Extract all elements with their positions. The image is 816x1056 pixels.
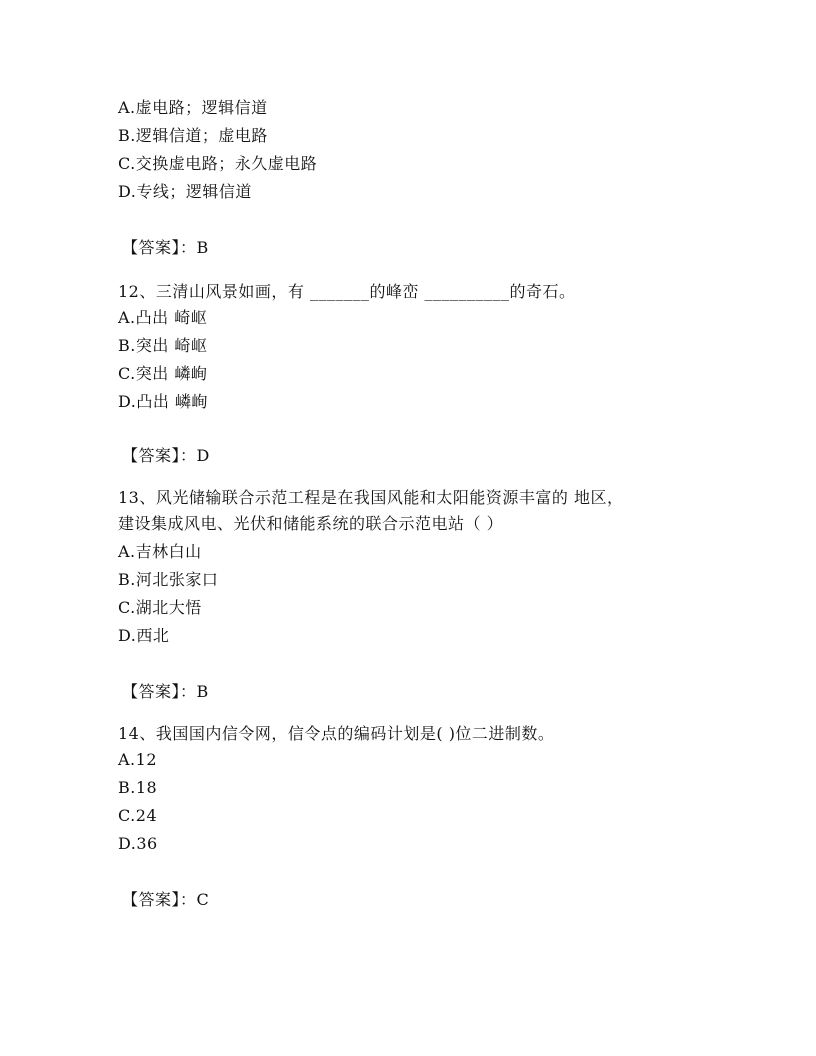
q13-option-d: D.西北 [118,626,170,645]
q13-answer: 【答案】：B [122,682,209,701]
q13-option-c: C.湖北大悟 [118,598,202,617]
q13-stem-line1: 13、风光储输联合示范工程是在我国风能和太阳能资源丰富的 地区， [118,488,624,507]
q12-option-b: B.突出 崎岖 [118,336,208,355]
q14-option-b: B.18 [118,778,158,797]
q13-option-a: A.吉林白山 [118,542,202,561]
q12-stem: 12、三清山风景如画，有 _______的峰峦 __________的奇石。 [118,282,576,301]
q14-stem: 14、我国国内信令网，信令点的编码计划是( )位二进制数。 [118,724,555,743]
q11-option-a: A.虚电路；逻辑信道 [118,98,268,117]
q13-stem-line2: 建设集成风电、光伏和储能系统的联合示范电站（ ） [118,514,504,533]
q11-option-c: C.交换虚电路；永久虚电路 [118,154,318,173]
q11-option-b: B.逻辑信道；虚电路 [118,126,268,145]
q14-option-c: C.24 [118,806,158,825]
q14-option-d: D.36 [118,834,158,853]
q12-answer: 【答案】：D [122,446,210,465]
q12-option-d: D.凸出 嶙峋 [118,392,208,411]
q14-option-a: A.12 [118,750,157,769]
q11-option-d: D.专线；逻辑信道 [118,182,252,201]
q13-option-b: B.河北张家口 [118,570,219,589]
q11-answer: 【答案】：B [122,238,209,257]
q12-option-a: A.凸出 崎岖 [118,308,208,327]
q14-answer: 【答案】：C [122,890,210,909]
q12-option-c: C.突出 嶙峋 [118,364,208,383]
